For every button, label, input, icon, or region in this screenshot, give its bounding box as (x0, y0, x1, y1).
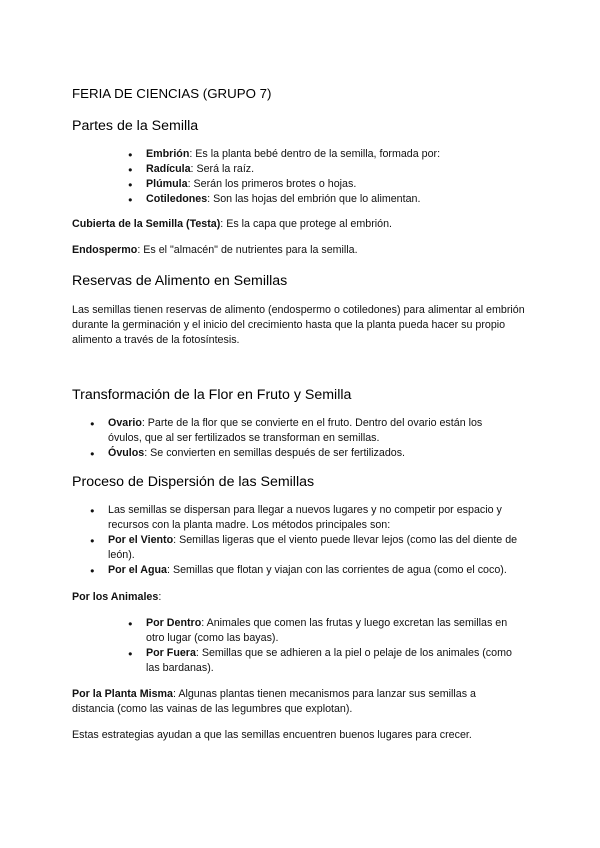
reservas-paragraph: Las semillas tienen reservas de alimento (endospermo o cotiledones) para alimentar al embrión durante la germinación y el inicio del crecimiento hasta que la planta pueda hacer su propio alimento a través de la fotosíntesis. (72, 304, 525, 346)
cubierta-paragraph: Cubierta de la Semilla (Testa): Es la capa que protege al embrión. (72, 218, 392, 230)
list-item: ● Por el Agua: Semillas que flotan y viajan con las corrientes de agua (como el coco). (90, 563, 526, 578)
heading-transformacion: Transformación de la Flor en Fruto y Semilla (72, 387, 352, 403)
list-item: ● Por el Viento: Semillas ligeras que el viento puede llevar lejos (como las del diente de león). (90, 533, 526, 563)
endospermo-paragraph: Endospermo: Es el "almacén" de nutrientes para la semilla. (72, 244, 358, 256)
transformacion-list (90, 416, 510, 461)
list-item: ● Plúmula: Serán los primeros brotes o hojas. (128, 177, 528, 192)
list-item: ● Embrión: Es la planta bebé dentro de la semilla, formada por: (128, 147, 528, 162)
list-item: ● Por Fuera: Semillas que se adhieren a la piel o pelaje de los animales (como las bardanas). (128, 646, 528, 676)
partes-list (128, 147, 528, 207)
dispersion-list (90, 503, 526, 578)
heading-dispersion: Proceso de Dispersión de las Semillas (72, 474, 315, 490)
animales-paragraph: Por los Animales: (72, 591, 162, 603)
planta-paragraph: Por la Planta Misma: Algunas plantas tienen mecanismos para lanzar sus semillas a distancia (como las vainas de las legumbres que explotan). (72, 688, 476, 715)
animales-list (128, 616, 528, 676)
list-item: ● Ovario: Parte de la flor que se convierte en el fruto. Dentro del ovario están los óvulos, que al ser fertilizados se transforman en semillas. (90, 416, 510, 446)
list-item: ● Cotiledones: Son las hojas del embrión que lo alimentan. (128, 192, 528, 207)
list-item: ● Por Dentro: Animales que comen las frutas y luego excretan las semillas en otro lugar (como las bayas). (128, 616, 528, 646)
document-title: FERIA DE CIENCIAS (GRUPO 7) (72, 86, 272, 101)
list-item: ● Las semillas se dispersan para llegar a nuevos lugares y no competir por espacio y recursos con la planta madre. Los métodos principales son: (90, 503, 526, 533)
heading-reservas: Reservas de Alimento en Semillas (72, 273, 288, 289)
heading-partes: Partes de la Semilla (72, 118, 199, 134)
cierre-paragraph: Estas estrategias ayudan a que las semillas encuentren buenos lugares para crecer. (72, 729, 472, 741)
list-item: ● Radícula: Será la raíz. (128, 162, 528, 177)
list-item: ● Óvulos: Se convierten en semillas después de ser fertilizados. (90, 446, 510, 461)
